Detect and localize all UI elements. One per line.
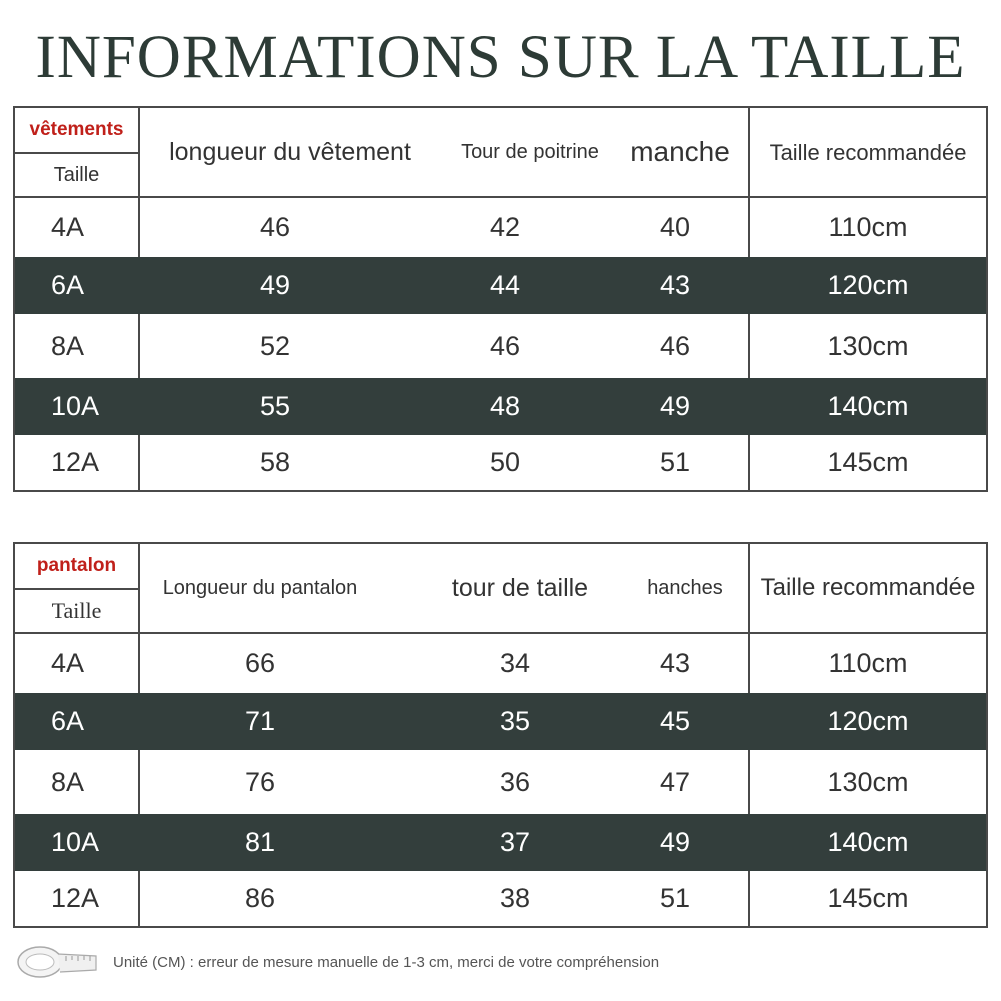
footer-text: Unité (CM) : erreur de mesure manuelle de 1-3 cm, merci de votre compréhension <box>113 954 660 971</box>
table-header <box>15 108 986 198</box>
value-cell: 45 <box>659 706 691 736</box>
value-cell: 44 <box>489 270 521 300</box>
table-row <box>15 814 986 871</box>
value-cell: 47 <box>659 766 691 797</box>
value-cell: 46 <box>659 330 691 361</box>
value-cell: 51 <box>659 883 691 913</box>
table-row <box>15 750 986 814</box>
size-cell: 6A <box>51 706 85 736</box>
row-divider <box>138 435 140 490</box>
value-cell: 38 <box>499 883 531 913</box>
column-header: Longueur du pantalon <box>162 576 358 599</box>
row-divider <box>138 198 140 257</box>
value-cell: 120cm <box>827 270 909 300</box>
size-cell: 12A <box>51 883 100 913</box>
value-cell: 35 <box>499 706 531 736</box>
size-cell: 8A <box>51 766 85 797</box>
size-column-header: Taille <box>53 163 100 186</box>
column-header: longueur du vêtement <box>169 137 411 166</box>
row-divider <box>138 314 140 378</box>
value-cell: 49 <box>259 270 291 300</box>
page-title: INFORMATIONS SUR LA TAILLE <box>35 24 966 91</box>
value-cell: 145cm <box>827 447 909 477</box>
pants-size-table <box>13 542 988 928</box>
table-row <box>15 693 986 750</box>
value-cell: 140cm <box>827 827 909 857</box>
value-cell: 58 <box>259 447 291 477</box>
value-cell: 55 <box>259 391 291 421</box>
value-cell: 120cm <box>827 706 909 736</box>
value-cell: 130cm <box>827 330 909 361</box>
row-divider <box>138 750 140 814</box>
size-cell: 10A <box>51 391 100 421</box>
value-cell: 49 <box>659 827 691 857</box>
size-column-header: Taille <box>51 598 102 623</box>
column-header: hanches <box>647 576 723 599</box>
category-label: vêtements <box>15 108 138 154</box>
table-header <box>15 544 986 634</box>
column-header: tour de taille <box>451 573 589 602</box>
value-cell: 71 <box>244 706 276 736</box>
header-corner <box>15 108 140 196</box>
column-header: manche <box>630 136 730 167</box>
footer-note <box>14 940 914 984</box>
value-cell: 81 <box>244 827 276 857</box>
size-cell: 4A <box>51 648 85 678</box>
value-cell: 51 <box>659 447 691 477</box>
value-cell: 34 <box>499 648 531 678</box>
measuring-tape-icon <box>14 940 100 984</box>
tops-size-table <box>13 106 988 492</box>
size-cell: 4A <box>51 212 85 242</box>
value-cell: 43 <box>659 648 691 678</box>
size-cell: 8A <box>51 330 85 361</box>
value-cell: 140cm <box>827 391 909 421</box>
table-row <box>15 198 986 257</box>
size-cell: 12A <box>51 447 100 477</box>
value-cell: 145cm <box>827 883 909 913</box>
row-divider <box>138 634 140 693</box>
table-row <box>15 435 986 490</box>
value-cell: 76 <box>244 766 276 797</box>
table-row <box>15 634 986 693</box>
column-header: Taille recommandée <box>760 574 976 601</box>
value-cell: 110cm <box>828 212 908 242</box>
value-cell: 130cm <box>827 766 909 797</box>
value-cell: 49 <box>659 391 691 421</box>
column-header: Taille recommandée <box>769 139 967 165</box>
value-cell: 66 <box>244 648 276 678</box>
value-cell: 52 <box>259 330 291 361</box>
table-row <box>15 871 986 926</box>
value-cell: 50 <box>489 447 521 477</box>
value-cell: 86 <box>244 883 276 913</box>
value-cell: 46 <box>259 212 291 242</box>
header-corner <box>15 544 140 632</box>
table-row <box>15 378 986 435</box>
value-cell: 43 <box>659 270 691 300</box>
value-cell: 48 <box>489 391 521 421</box>
value-cell: 110cm <box>828 648 908 678</box>
value-cell: 37 <box>499 827 531 857</box>
value-cell: 42 <box>489 212 521 242</box>
row-divider <box>138 871 140 926</box>
table-row <box>15 314 986 378</box>
size-cell: 6A <box>51 270 85 300</box>
column-header: Tour de poitrine <box>461 141 599 163</box>
category-label: pantalon <box>15 544 138 590</box>
value-cell: 36 <box>499 766 531 797</box>
table-row <box>15 257 986 314</box>
size-cell: 10A <box>51 827 100 857</box>
value-cell: 46 <box>489 330 521 361</box>
value-cell: 40 <box>659 212 691 242</box>
